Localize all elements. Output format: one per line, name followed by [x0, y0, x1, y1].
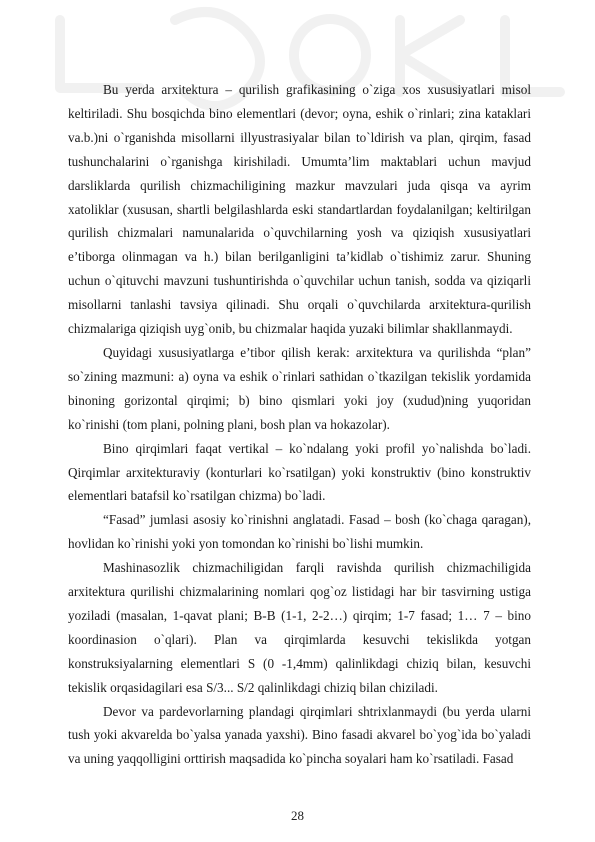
paragraph-walls-coloring: Devor va pardevorlarning plandagi qirqimlari shtrixlanmaydi (bu yerda ularni tush yoki akvarelda bo`yalsa yanada yaxshi). Bino fasadi akvarel bo`yog`ida bo`yaladi va uning yaqqolligini orttirish maqsadida ko`pincha soyalari ham ko`rsatiladi. Fasad [68, 703, 531, 767]
paragraph-sections: Bino qirqimlari faqat vertikal – ko`ndalang yoki profil yo`nalishda bo`ladi. Qirqimlar arxitekturaviy (konturlari ko`rsatilgan) yoki konstruktiv (bino konstruktiv elementlari batafsil ko`rsatilgan chizma) bo`ladi. [68, 440, 531, 504]
paragraph-architecture-graphics: Bu yerda arxitektura – qurilish grafikasining o`ziga xos xususiyatlari misol keltiriladi. Shu bosqichda bino elementlari (devor; oyna, eshik o`rinlari; zina kataklari va.b.)ni o`rganishda misollarni illyustrasiyalar bilan to`ldirish va plan, qirqim, fasad tushunchalarini o`rganishga kirishiladi. Umumta’lim maktablari uchun mavjud darsliklarda qurilish chizmachiligining mazkur mavzulari juda qisqa va ayrim xatoliklar (xususan, shartli belgilashlarda eski standartlardan foydalanilgan; keltirilgan qurilish chizmalari namunalarida o`quvchilarning yosh va qiziqish xususiyatlari e’tiborga olinmagan va h.) bilan berilganligini ta’kidlab o`tishimiz zarur. Shuning uchun o`qituvchi mavzuni tushuntirishda o`quvchilar uchun tanish, sodda va qiziqarli misollarni tanlashi tavsiya qilinadi. Shu orqali o`quvchilarda arxitektura-qurilish chizmalariga qiziqish uyg`onib, bu chizmalar haqida yuzaki bilimlar shakllanmaydi. [68, 82, 531, 337]
paragraph-drawing-titles: Mashinasozlik chizmachiligidan farqli ravishda qurilish chizmachiligida arxitektura qurilishi chizmalarining nomlari qog`oz listidagi har bir tasvirning ustiga yoziladi (masalan, 1-qavat plani; B-B (1-1, 2-2…) qirqim; 1-7 fasad; 1… 7 – bino koordinasion o`qlari). Plan va qirqimlarda kesuvchi tekislikda yotgan konstruksiyalarning elementlari S (0 -1,4mm) qalinlikdagi chiziq bilan, kesuvchi tekislik orqasidagilari esa S/3... S/2 qalinlikdagi chiziq bilan chiziladi. [68, 560, 531, 695]
document-body [68, 78, 531, 771]
paragraph-plan-meaning: Quyidagi xususiyatlarga e’tibor qilish kerak: arxitektura va qurilishda “plan” so`zining mazmuni: a) oyna va eshik o`rinlari sathidan o`tkazilgan tekislik yordamida binoning gorizontal qirqimi; b) bino qismlari yoki joy (xudud)ning yuqoridan ko`rinishi (tom plani, polning plani, bosh plan va hokazolar). [68, 344, 531, 432]
paragraph-facade: “Fasad” jumlasi asosiy ko`rinishni anglatadi. Fasad – bosh (ko`chaga qaragan), hovlidan ko`rinishi yoki yon tomondan ko`rinishi bo`lishi mumkin. [68, 512, 531, 552]
page-number: 28 [291, 808, 304, 823]
